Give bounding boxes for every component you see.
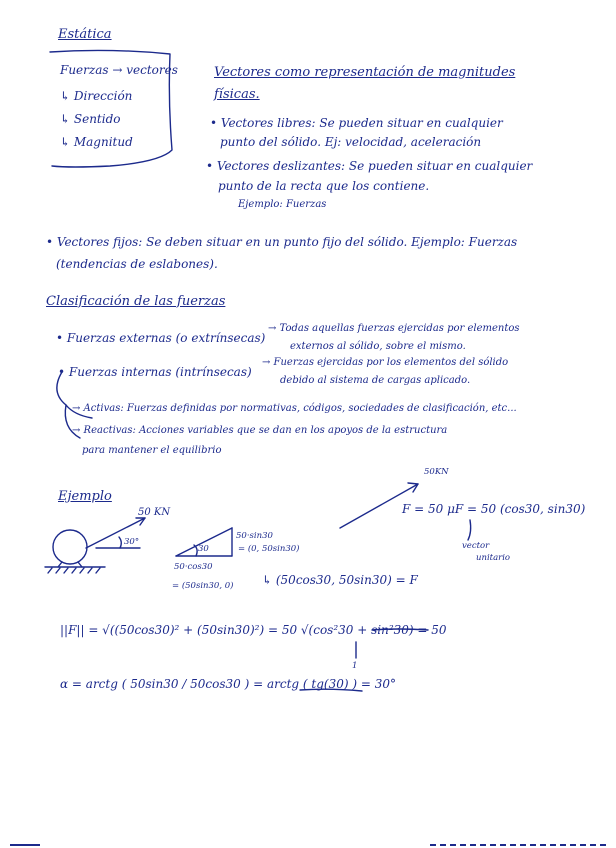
text-line: debido al sistema de cargas aplicado. — [280, 375, 471, 386]
big-force-label: 50KN — [424, 467, 449, 477]
text-line: para mantener el equilibrio — [82, 445, 222, 456]
unit-vector-label: vector — [462, 541, 490, 551]
page-edge-marks — [0, 840, 616, 848]
force-equation: F = 50 μF = 50 (cos30, sin30) — [402, 502, 586, 516]
list-item: Fuerzas → vectores — [60, 63, 178, 77]
triangle-side: 50·sin30 — [236, 531, 273, 541]
list-item: ↳ Magnitud — [60, 135, 133, 149]
text-line: • Vectores fijos: Se deben situar en un punto fijo del sólido. Ejemplo: Fuerzas — [46, 235, 518, 249]
section-heading: Vectores como representación de magnitudes — [214, 65, 516, 80]
text-line: Ejemplo: Fuerzas — [238, 199, 327, 210]
angle-equation: α = arctg ( 50sin30 / 50cos30 ) = arctg ( tg(30) ) = 30° — [60, 677, 396, 691]
force-label: 50 KN — [138, 507, 171, 518]
angle-label: 30° — [124, 537, 140, 547]
triangle-angle: 30 — [198, 544, 209, 554]
list-item: ↳ Dirección — [60, 89, 133, 103]
text-line: externos al sólido, sobre el mismo. — [290, 341, 466, 352]
text-line: → Fuerzas ejercidas por los elementos del sólido — [262, 357, 509, 368]
unit-vector-label: unitario — [476, 553, 511, 563]
section-heading-cont: físicas. — [214, 87, 260, 102]
text-line: • Vectores libres: Se pueden situar en cualquier — [210, 116, 503, 130]
triangle-vector-x: = (50sin30, 0) — [172, 581, 234, 591]
text-line: punto del sólido. Ej: velocidad, aceleración — [220, 135, 482, 149]
text-line: → Activas: Fuerzas definidas por normativas, códigos, sociedades de clasificación, etc... — [72, 403, 517, 414]
text-line: • Fuerzas externas (o extrínsecas) — [56, 331, 266, 345]
triangle-base: 50·cos30 — [174, 562, 213, 572]
section-heading: Clasificación de las fuerzas — [46, 294, 226, 309]
sum-vector: ↳ (50cos30, 50sin30) = F — [262, 573, 418, 587]
list-item: ↳ Sentido — [60, 112, 121, 126]
text-line: → Todas aquellas fuerzas ejercidas por elementos — [268, 323, 520, 334]
page-title: Estática — [58, 27, 112, 42]
norm-equation: ||F|| = √((50cos30)² + (50sin30)²) = 50 √(cos²30 + sin²30) = 50 — [60, 623, 447, 637]
text-line: (tendencias de eslabones). — [56, 257, 218, 271]
text-line: • Vectores deslizantes: Se pueden situar en cualquier — [206, 159, 533, 173]
text-line: punto de la recta que los contiene. — [218, 179, 430, 193]
text-line: → Reactivas: Acciones variables que se dan en los apoyos de la estructura — [72, 425, 448, 436]
text-line: • Fuerzas internas (intrínsecas) — [58, 365, 252, 379]
example-heading: Ejemplo — [58, 489, 112, 504]
one-annotation: 1 — [352, 661, 358, 671]
triangle-vector-y: = (0, 50sin30) — [238, 544, 300, 554]
